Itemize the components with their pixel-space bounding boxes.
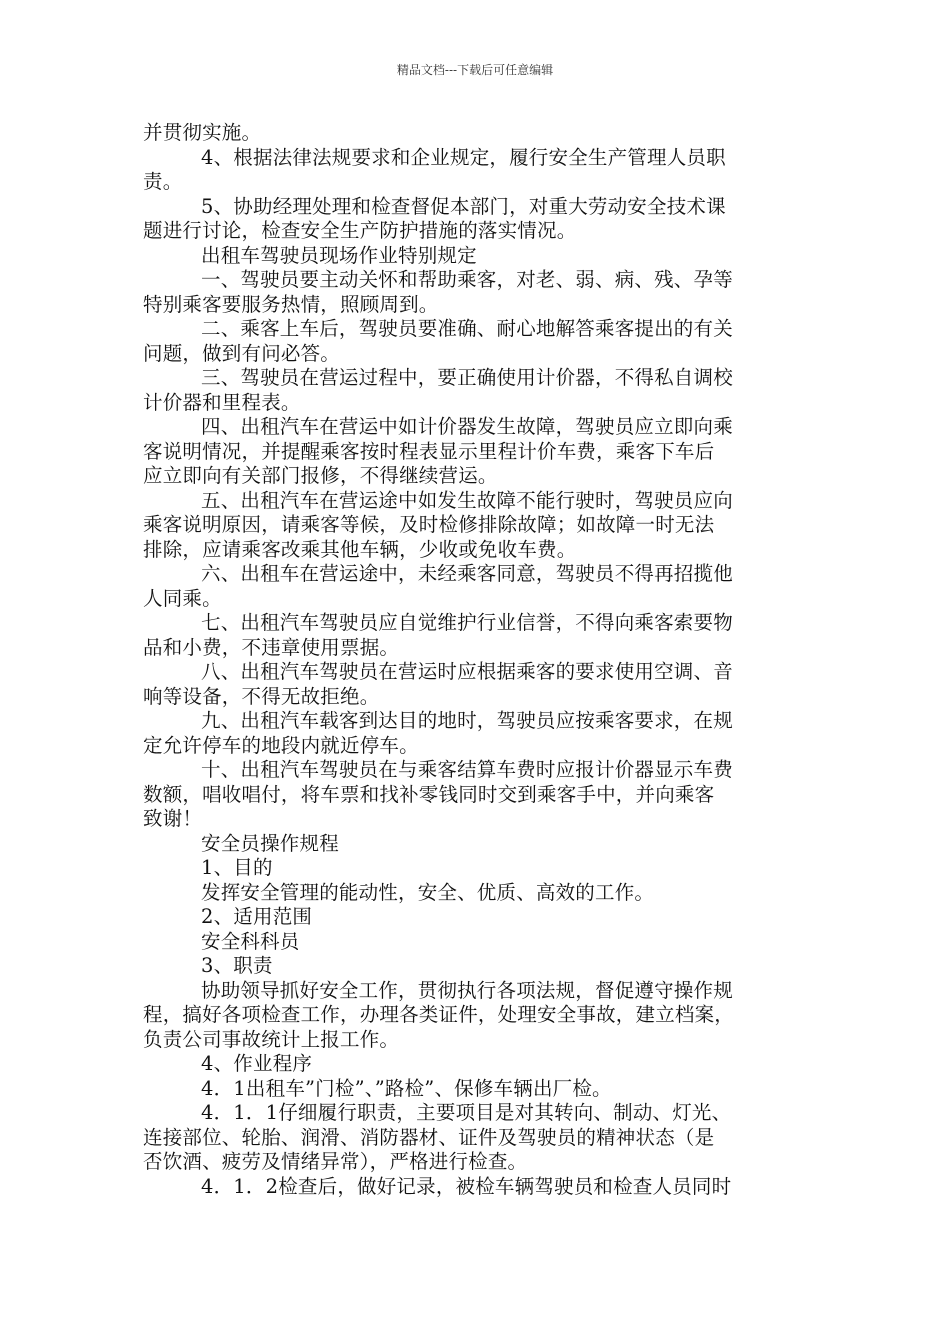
text-line: 4．1出租车”门检”、”路检”、保修车辆出厂检。: [201, 1076, 612, 1100]
text-line: 安全员操作规程: [201, 831, 339, 855]
text-line: 4．1．2检查后，做好记录，被检车辆驾驶员和检查人员同时: [201, 1174, 732, 1198]
text-line: 九、出租汽车载客到达目的地时，驾驶员应按乘客要求，在规: [201, 709, 733, 732]
text-line: 十、出租汽车驾驶员在与乘客结算车费时应报计价器显示车费: [201, 758, 733, 781]
text-line: 二、乘客上车后，驾驶员要准确、耐心地解答乘客提出的有关: [201, 317, 733, 340]
text-line: 1、目的: [201, 856, 273, 879]
text-line: 四、出租汽车在营运中如计价器发生故障，驾驶员应立即向乘: [201, 415, 733, 438]
text-line: 协助领导抓好安全工作，贯彻执行各项法规，督促遵守操作规: [201, 978, 733, 1002]
document-body: [143, 121, 823, 1199]
text-line: 八、出租汽车驾驶员在营运时应根据乘客的要求使用空调、音: [201, 660, 733, 683]
text-line: 七、出租汽车驾驶员应自觉维护行业信誉，不得向乘客索要物: [201, 611, 733, 634]
text-line: 安全科科员: [201, 929, 300, 953]
text-line: 发挥安全管理的能动性，安全、优质、高效的工作。: [201, 880, 655, 904]
text-line: 否饮酒、疲劳及情绪异常），严格进行检查。: [143, 1150, 528, 1173]
text-line: 六、出租车在营运途中，未经乘客同意，驾驶员不得再招揽他: [201, 562, 733, 585]
text-line: 计价器和里程表。: [143, 390, 301, 414]
text-line: 乘客说明原因，请乘客等候，及时检修排除故障；如故障一时无法: [143, 513, 715, 536]
text-line: 一、驾驶员要主动关怀和帮助乘客，对老、弱、病、残、孕等: [201, 268, 733, 291]
text-line: 定允许停车的地段内就近停车。: [143, 733, 419, 757]
text-line: 连接部位、轮胎、润滑、消防器材、证件及驾驶员的精神状态（是: [143, 1125, 715, 1149]
text-line: 排除，应请乘客改乘其他车辆，少收或免收车费。: [143, 537, 577, 561]
text-line: 4、作业程序: [201, 1052, 313, 1075]
text-line: 响等设备，不得无故拒绝。: [143, 684, 380, 708]
text-line: 应立即向有关部门报修，不得继续营运。: [143, 464, 498, 487]
text-line: 人同乘。: [143, 586, 222, 610]
text-line: 问题，做到有问必答。: [143, 341, 341, 365]
text-line: 3、职责: [201, 954, 273, 977]
text-line: 数额，唱收唱付，将车票和找补零钱同时交到乘客手中，并向乘客: [143, 782, 715, 806]
text-line: 并贯彻实施。: [143, 121, 262, 144]
text-line: 特别乘客要服务热情，照顾周到。: [143, 292, 439, 316]
text-line: 出租车驾驶员现场作业特别规定: [201, 243, 477, 267]
text-line: 4、根据法律法规要求和企业规定，履行安全生产管理人员职: [201, 145, 726, 169]
text-line: 4．1．1仔细履行职责，主要项目是对其转向、制动、灯光、: [201, 1101, 732, 1124]
text-line: 五、出租汽车在营运途中如发生故障不能行驶时，驾驶员应向: [201, 488, 733, 512]
text-line: 5、协助经理处理和检查督促本部门，对重大劳动安全技术课: [201, 194, 726, 218]
text-line: 题进行讨论，检查安全生产防护措施的落实情况。: [143, 219, 577, 242]
text-line: 程，搞好各项检查工作，办理各类证件，处理安全事故，建立档案，: [143, 1003, 735, 1026]
text-line: 品和小费，不违章使用票据。: [143, 635, 400, 659]
text-line: 责。: [143, 170, 183, 193]
page-header: 精品文档---下载后可任意编辑: [396, 63, 554, 77]
text-line: 2、适用范围: [201, 905, 313, 928]
text-line: 三、驾驶员在营运过程中，要正确使用计价器，不得私自调校: [201, 366, 733, 389]
text-line: 客说明情况，并提醒乘客按时程表显示里程计价车费，乘客下车后: [143, 439, 715, 463]
text-line: 致谢！: [143, 807, 203, 830]
text-line: 负责公司事故统计上报工作。: [143, 1027, 400, 1051]
